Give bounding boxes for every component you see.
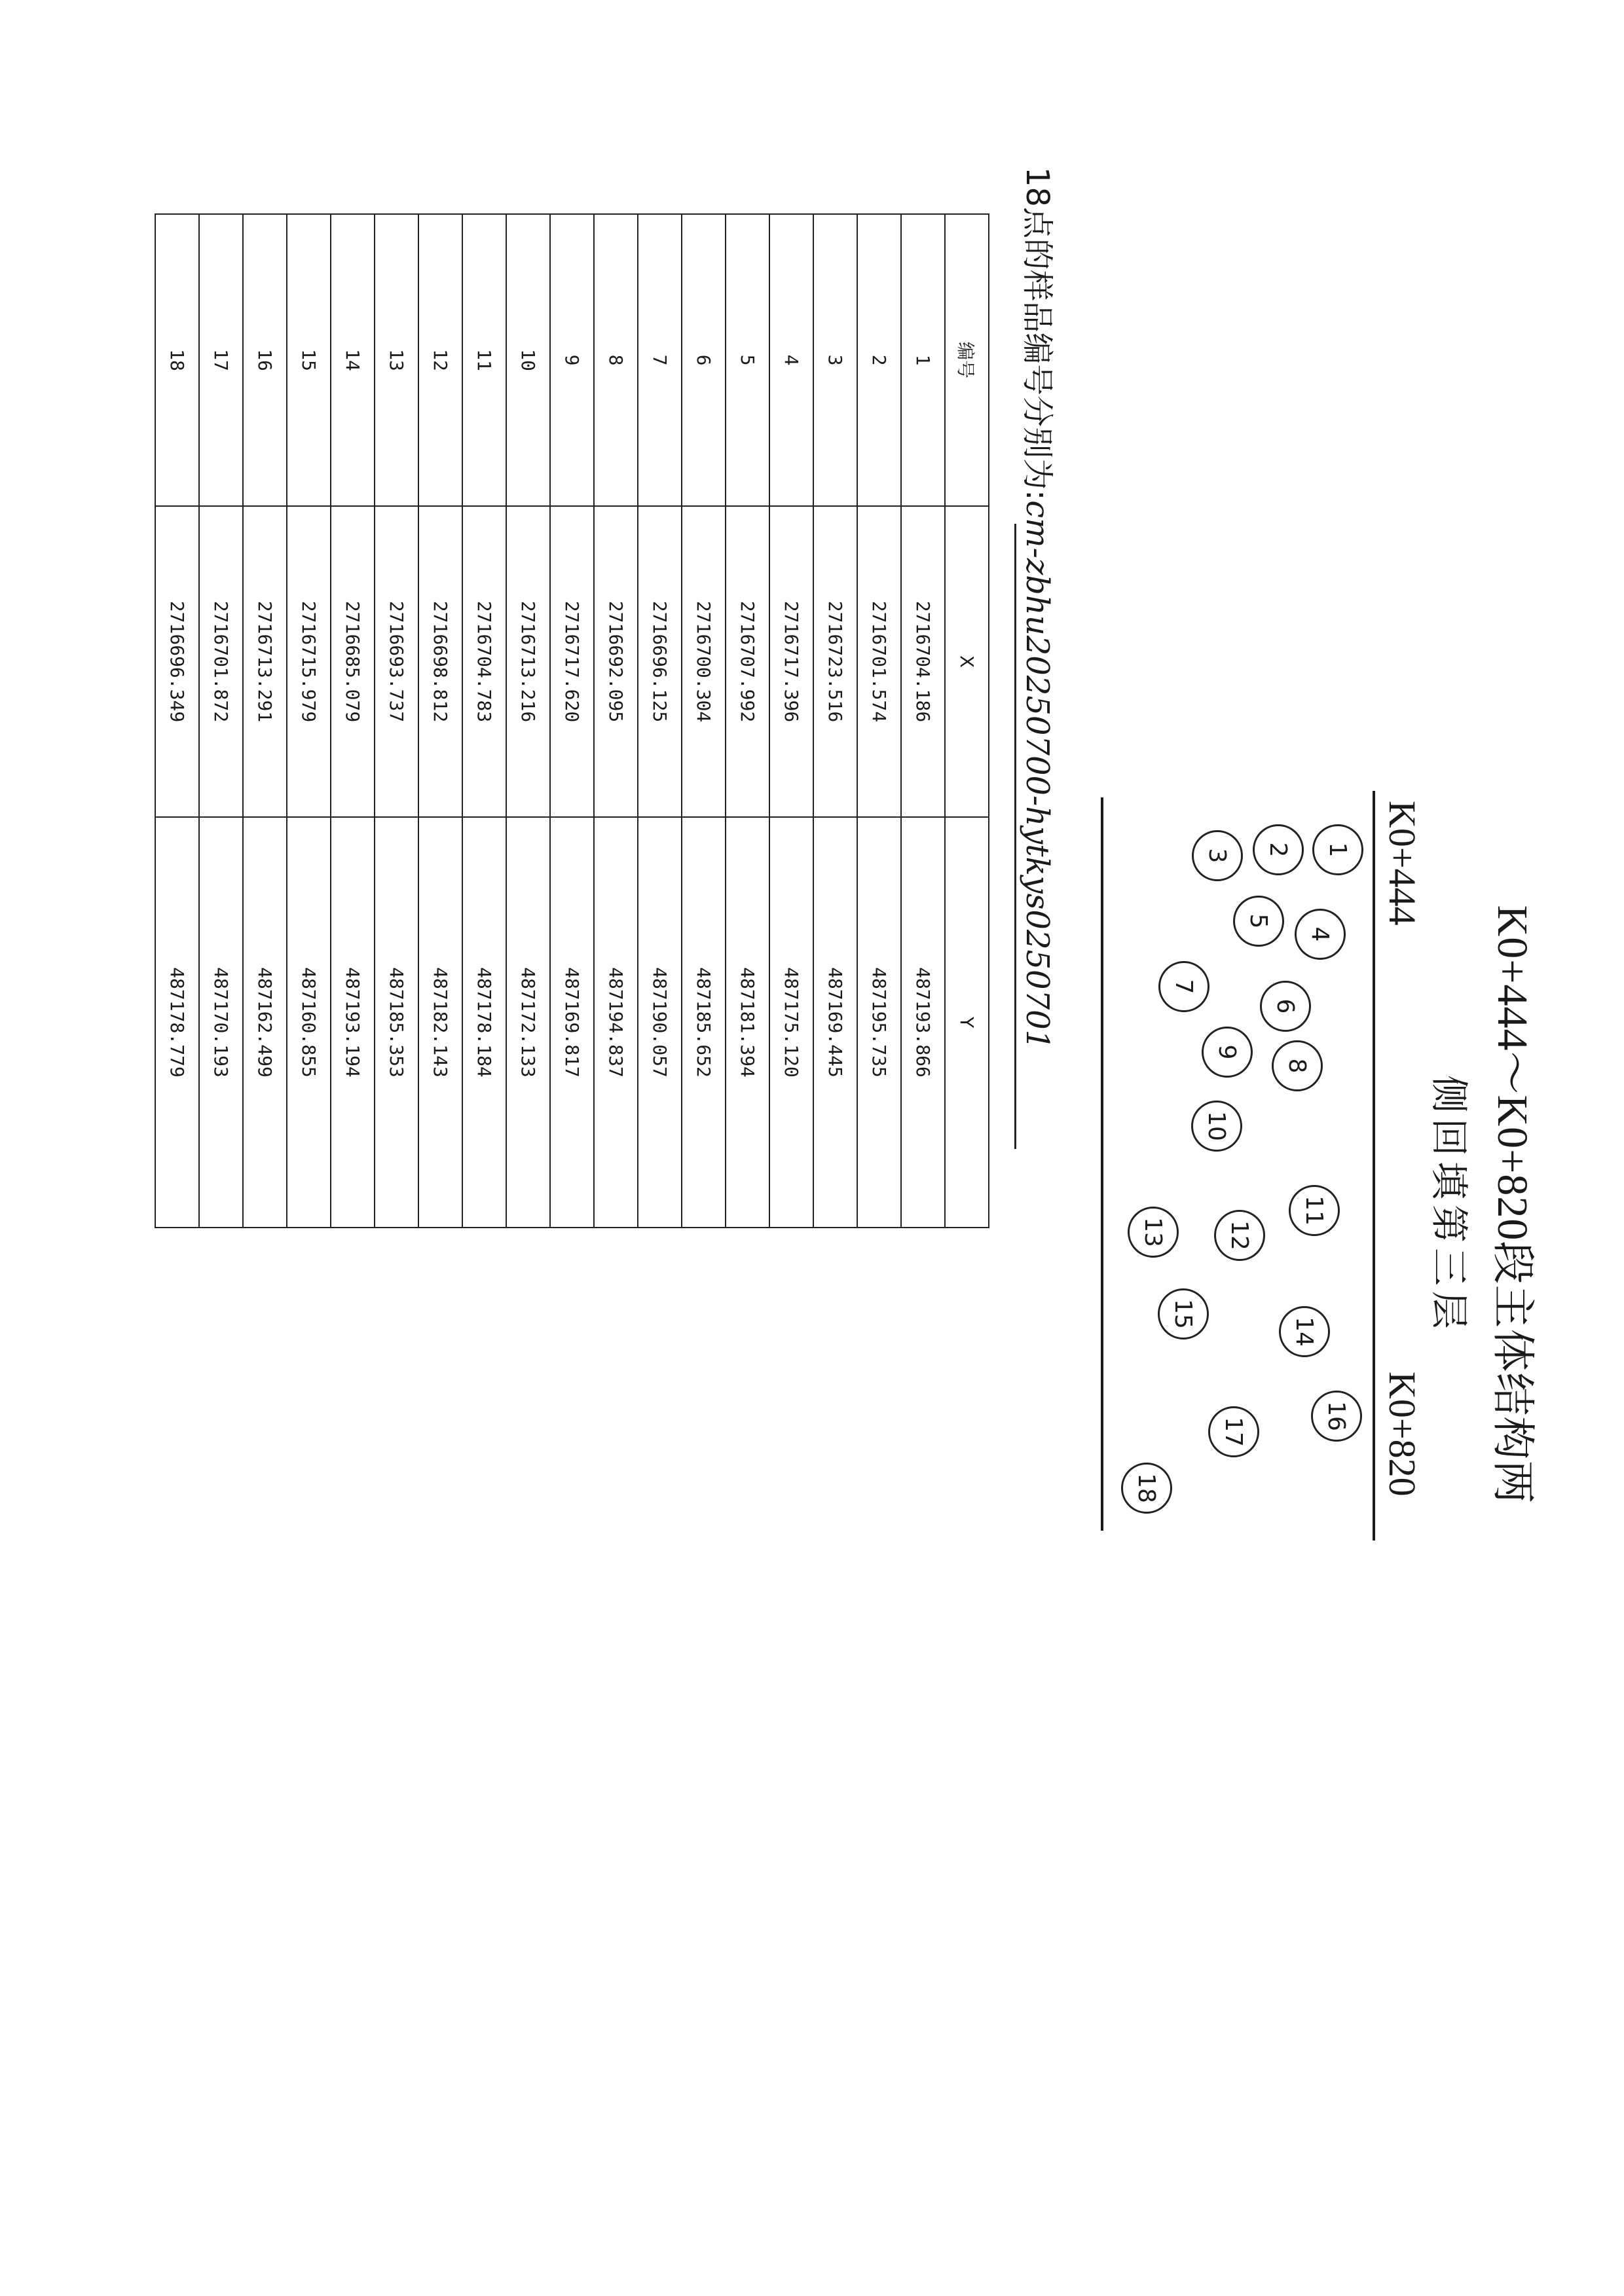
table-row [462, 214, 506, 1228]
row-id-cell: 8 [594, 214, 638, 506]
row-id-cell: 16 [243, 214, 287, 506]
table-row [506, 214, 550, 1228]
sample-point-16: 16 [1311, 1391, 1362, 1442]
row-id-cell: 2 [857, 214, 901, 506]
sample-number-note [1019, 167, 1056, 1050]
note-underline [1014, 524, 1016, 1149]
table-row [726, 214, 769, 1228]
sample-point-17: 17 [1208, 1406, 1259, 1457]
row-id-cell: 7 [638, 214, 682, 506]
table-row [199, 214, 243, 1228]
sample-note-prefix: 18点的样品编号分别为: [1019, 167, 1056, 501]
row-x-cell: 2716713.291 [243, 506, 287, 817]
row-x-cell: 2716701.574 [857, 506, 901, 817]
table-body [155, 214, 945, 1228]
table-row [769, 214, 813, 1228]
row-x-cell: 2716700.304 [682, 506, 726, 817]
sample-point-9: 9 [1202, 1027, 1253, 1078]
row-id-cell: 14 [331, 214, 375, 506]
row-x-cell: 2716685.079 [331, 506, 375, 817]
row-x-cell: 2716715.979 [287, 506, 331, 817]
row-x-cell: 2716707.992 [726, 506, 769, 817]
station-end-label: K0+820 [1381, 1372, 1424, 1497]
row-y-cell: 487178.184 [462, 817, 506, 1228]
row-y-cell: 487169.817 [550, 817, 594, 1228]
row-id-cell: 10 [506, 214, 550, 506]
row-x-cell: 2716717.620 [550, 506, 594, 817]
row-x-cell: 2716696.125 [638, 506, 682, 817]
table-row [682, 214, 726, 1228]
table-row [418, 214, 462, 1228]
row-id-cell: 17 [199, 214, 243, 506]
row-y-cell: 487195.735 [857, 817, 901, 1228]
sample-point-11: 11 [1289, 1185, 1340, 1236]
row-y-cell: 487172.133 [506, 817, 550, 1228]
table-row [813, 214, 857, 1228]
row-id-cell: 11 [462, 214, 506, 506]
row-x-cell: 2716704.783 [462, 506, 506, 817]
header-x: X [945, 506, 989, 817]
row-y-cell: 487185.652 [682, 817, 726, 1228]
table-row [857, 214, 901, 1228]
row-id-cell: 18 [155, 214, 199, 506]
sample-point-13: 13 [1128, 1207, 1179, 1258]
row-x-cell: 2716696.349 [155, 506, 199, 817]
table-row [243, 214, 287, 1228]
row-y-cell: 487175.120 [769, 817, 813, 1228]
row-id-cell: 1 [901, 214, 945, 506]
sample-point-18: 18 [1121, 1463, 1172, 1514]
row-id-cell: 4 [769, 214, 813, 506]
sample-point-5: 5 [1233, 896, 1284, 947]
table-row [287, 214, 331, 1228]
coordinates-table [155, 213, 989, 1228]
row-x-cell: 2716713.216 [506, 506, 550, 817]
sample-point-4: 4 [1295, 909, 1346, 960]
sample-point-3: 3 [1192, 830, 1243, 881]
row-x-cell: 2716701.872 [199, 506, 243, 817]
row-x-cell: 2716698.812 [418, 506, 462, 817]
row-y-cell: 487169.445 [813, 817, 857, 1228]
row-x-cell: 2716723.516 [813, 506, 857, 817]
row-x-cell: 2716693.737 [375, 506, 418, 817]
header-y: Y [945, 817, 989, 1228]
sample-point-8: 8 [1272, 1040, 1323, 1091]
row-y-cell: 487178.779 [155, 817, 199, 1228]
row-y-cell: 487193.866 [901, 817, 945, 1228]
table-row [155, 214, 199, 1228]
row-y-cell: 487162.499 [243, 817, 287, 1228]
row-y-cell: 487194.837 [594, 817, 638, 1228]
sample-point-7: 7 [1158, 961, 1209, 1012]
row-id-cell: 12 [418, 214, 462, 506]
row-id-cell: 13 [375, 214, 418, 506]
row-id-cell: 5 [726, 214, 769, 506]
row-y-cell: 487193.194 [331, 817, 375, 1228]
sample-point-1: 1 [1312, 824, 1363, 875]
document-subtitle: 侧回填第三层 [1427, 1074, 1471, 1334]
row-y-cell: 487190.057 [638, 817, 682, 1228]
sample-point-14: 14 [1279, 1306, 1330, 1357]
table-row [375, 214, 418, 1228]
table-row [550, 214, 594, 1228]
row-x-cell: 2716692.095 [594, 506, 638, 817]
row-id-cell: 3 [813, 214, 857, 506]
table-row [331, 214, 375, 1228]
row-y-cell: 487170.193 [199, 817, 243, 1228]
row-x-cell: 2716704.186 [901, 506, 945, 817]
row-y-cell: 487181.394 [726, 817, 769, 1228]
table-header-row [945, 214, 989, 1228]
row-x-cell: 2716717.396 [769, 506, 813, 817]
row-id-cell: 6 [682, 214, 726, 506]
document-title: K0+444～K0+820段主体结构两 [1488, 905, 1536, 1504]
sample-point-15: 15 [1158, 1288, 1209, 1339]
sample-point-6: 6 [1260, 981, 1311, 1032]
row-id-cell: 9 [550, 214, 594, 506]
table-row [594, 214, 638, 1228]
sample-point-12: 12 [1214, 1210, 1265, 1261]
table-row [901, 214, 945, 1228]
row-y-cell: 487185.353 [375, 817, 418, 1228]
row-y-cell: 487160.855 [287, 817, 331, 1228]
station-start-label: K0+444 [1381, 801, 1424, 926]
sample-point-10: 10 [1191, 1101, 1242, 1152]
sketch-top-line [1373, 791, 1375, 1540]
header-id: 编号 [945, 214, 989, 506]
sample-point-2: 2 [1253, 824, 1304, 875]
row-id-cell: 15 [287, 214, 331, 506]
table-row [638, 214, 682, 1228]
sample-note-handwritten: cm-zbhu20250700-hytkys0250701 [1019, 500, 1056, 1050]
row-y-cell: 487182.143 [418, 817, 462, 1228]
sketch-bottom-line [1101, 797, 1103, 1531]
